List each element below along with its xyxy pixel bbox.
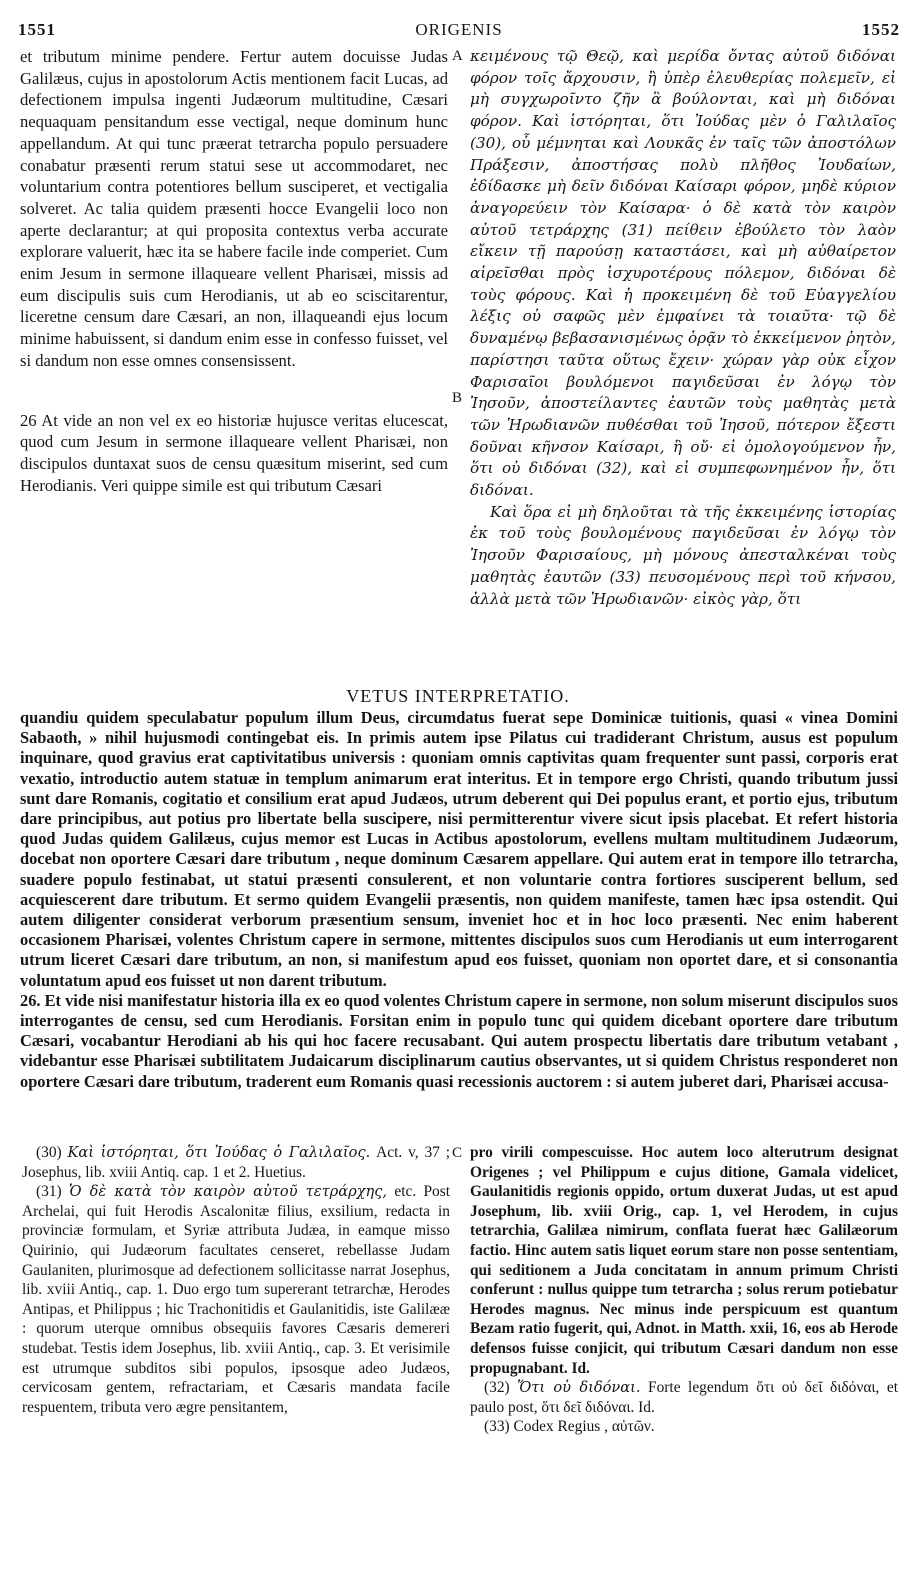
footnotes-right-column [470,1143,898,1563]
paragraph-gap [20,372,448,410]
footnote-31-greek: Ὁ δὲ κατὰ τὸν καιρὸν αὐτοῦ τετράρχης, [68,1183,388,1201]
footnote-32-number: (32) [484,1379,510,1397]
latin-paragraph-1: et tributum minime pendere. Fertur autem docuisse Judas Galilæus, cujus in apostolorum Actis mentionem facit Lucas, ad defectionem impulsa ingenti Judæorum multitudine, Cæsari nequaquam pensitandum esse vectigal, neque dominum hunc appellandum. At qui tunc præerat tetrarcha populo persuadere conabatur præsenti rerum statui sese ut accommodaret, nec voluntarium contra potentiores bellum susciperet, et vectigalia solveret. Ac talia quidem præsenti hocce Evangelii loco non aperte declarantur; at qui proposita contextus verba accurate explorare valuerit, hæc ita se habere facile inde comperiet. Cum enim Jesum in sermone illaqueare vellent Pharisæi, missis ad eum discipulis suis cum Herodianis, ut ab eo sciscitarentur, liceretne censum dare Cæsari, an non, illaqueandi ejus locum minime habuissent, si dandum enim esse in confesso fuisset, vel si dandum non esse omnes consensissent. [20,47,448,370]
footnote-31-number: (31) [36,1183,62,1201]
margin-letter-c: C [452,1145,463,1161]
vetus-interpretatio-text [20,708,898,1140]
footnote-30-greek: Καὶ ἱστόρηται, ὅτι Ἰούδας ὁ Γαλιλαῖος. [67,1144,371,1161]
vetus-paragraph-2: 26. Et vide nisi manifestatur historia illa ex eo quod volentes Christum capere in sermone, non solum miserunt discipulos suos interrogantes de censu, sed cum Herodianis. Forsitan enim in populo tunc qui quidem dicebant oportere dare tributum Cæsari, vocabantur Herodiani ab his qui hoc facere recusabant. Qui autem prospectu libertatis dare tributum vetabant , videbantur esse Pharisæi subtilitatem Judaicarum disciplinarum cautius observantes, ut si quidem Christus responderet non oportere Cæsari dare tributum, traderent eum Romanis quasi recessionis auctorem : si autem juberet dari, Pharisæi accusa- [20,990,898,1091]
footnote-30-text: Act. v, 37 ; Josephus, lib. xviii Antiq. cap. 1 et 2. Huetius. [22,1144,450,1181]
footnote-31-text: etc. Post Archelai, qui fuit Herodis Ascalonitæ filius, exsilium, redacta in provinciæ formulam, et Syriæ attributa Judæa, in eamque misso Quirinio, qui Judæorum facultates censeret, rebellasse Judam Gaulaniten, plurimosque ad defectionem sollicitasse narrat Josephus, lib. xviii Antiq., cap. 1. Duo ergo tum supererant tetrarchæ, Herodes Antipas, et Philippus ; hic Trachonitidis et Gaulanitidis, iste Galilææ : quorum uterque omnibus obsequiis favores Cæsaris demereri studebat. Testis idem Josephus, lib. xviii Antiq., cap. 3. Et verisimile est utrumque subditos sibi populos, ipsosque adeo Judæos, cervicosam gentem, refractariam, et Cæsaris mandata facile respuentem, tributa vero ægre pensitantem, [22,1183,450,1416]
footnote-31 [22,1182,450,1417]
vetus-interpretatio-heading: VETUS INTERPRETATIO. [346,686,570,706]
footnote-31-continuation: pro virili compescuisse. Hoc autem loco alterutrum designat Origenes ; vel Philippum e cujus ditione, Gamala videlicet, Gaulanitidis regionis oppido, ortum duxerat Judas, ut est apud Josephum, lib. xviii Orig., cap. 1, vel Herodem, in cujus tetrarchia, Galilæa nimirum, conflata fuerat hæc Galilæorum factio. Hinc autem satis liquet eorum stare non posse sententiam, qui seditionem a Juda concitatam in annum primum Christi conferunt : nullus quippe tum tetrarcha ; solus rerum potiebatur Herodes magnus. Nec minus inde perspicuum est quantum Bezam ratio fugerit, qui, Adnot. in Matth. xxii, 16, eos ab Herode defensos fuisse conjicit, qui tributum Cæsari dandum non esse propugnabant. Id. [470,1144,898,1377]
latin-translation-column [20,46,448,684]
footnote-32-greek: Ὅτι οὐ διδόναι. [517,1379,641,1397]
greek-paragraph-2: Καὶ ὅρα εἰ μὴ δηλοῦται τὰ τῆς ἐκκειμένης ἱστορίας ἐκ τοῦ τοὺς βουλομένους παγιδεῦσαι ἐν λόγῳ τὸν Ἰησοῦν Φαρισαίους, μὴ μόνους ἀπεσταλκέναι τοὺς μαθητὰς ἑαυτῶν (33) πευσομένους περὶ τοῦ κήνσου, ἀλλὰ μετὰ τῶν Ἡρωδιανῶν· εἰκὸς γὰρ, ὅτι [470,502,896,608]
footnote-30-number: (30) [36,1144,62,1161]
latin-paragraph-2: 26 At vide an non vel ex eo historiæ hujusce veritas elucescat, quod cum Jesum in sermone illaqueare vellent Pharisæi, non discipulos duntaxat suos de censu quæsitum miserint, sed cum Herodianis. Veri quippe simile est qui tributum Cæsari [20,410,448,495]
footnote-33 [470,1417,898,1437]
right-page-number: 1552 [862,20,900,39]
page-header [18,20,900,46]
footnotes-left-column [22,1143,450,1563]
margin-letter-b: B [452,390,463,406]
left-page-number: 1551 [18,20,56,39]
footnote-32 [470,1378,898,1417]
footnote-32-text: Forte legendum ὅτι οὐ δεῖ διδόναι, et paulo post, ὅτι δεῖ διδόναι. Id. [470,1379,898,1416]
margin-letter-a: A [452,48,463,64]
running-title: ORIGENIS [415,20,503,39]
footnote-33-number: (33) [484,1418,510,1436]
footnote-30 [22,1143,450,1182]
greek-text-column [470,46,896,684]
vetus-paragraph-1: quandiu quidem speculabatur populum illum Deus, circumdatus fuerat sepe Dominicæ tuitionis, quasi « vinea Domini Sabaoth, » nihil hujusmodi contingebat eis. In primis autem ipse Pilatus cui tradiderant Christum, ausus est populum inquinare, quod gravius erat captivitatibus universis : quoniam omnis captivitas quam frequenter sunt passi, corporis erat vexatio, introductio autem statuæ in templum animarum erat interitus. Et in tempore ergo Christi, quando tributum jussi sunt dare Romanis, cogitatio et consilium erat apud Judæos, utrum deberent qui Dei populus erant, et portio ejus, tributum dare principibus, aut potius pro libertate bella suscipere, nisi permitterentur vivere sicut ipsis placebat. Et refert historia quod Judas quidem Galilæus, cujus memor est Lucas in Actibus apostolorum, evellens multam multitudinem Judæorum, docebat non oportere Cæsari dare tributum , neque dominum Cæsarem appellare. Qui autem erat in tempore illo tetrarcha, suadere populo festinabat, ut statui præsenti consulerent, et non voluntarie contra fortiores susciperent bellum, sed acquiescerent dare tributum. Et sermo quidem Evangelii præsentis, non quidem manifeste, tamen hæc ipsa ostendit. Qui autem diligenter considerat verborum præsentium sensum, inveniet hoc et in hoc loco præsenti. Nec enim haberent occasionem Pharisæi, volentes Christum capere in sermone, mittentes discipulos suos cum Herodianis ut eum interrogarent utrum liceret Cæsari dare tributum, an non, si manifestum apud eos fuisset, quoniam non oportet dare, et si consonantia voluntatum apud eos fuisset ut non darent tributum. [20,708,898,990]
greek-paragraph-1: κειμένους τῷ Θεῷ, καὶ μερίδα ὄντας αὐτοῦ διδόναι φόρον τοῖς ἄρχουσιν, ἢ ὑπὲρ ἐλευθερίας πολεμεῖν, εἰ μὴ συγχωροῖντο ζῆν ἃ βούλονται, καὶ μὴ διδόναι φόρον. Καὶ ἱστόρηται, ὅτι Ἰούδας μὲν ὁ Γαλιλαῖος (30), οὗ μέμνηται καὶ Λουκᾶς ἐν ταῖς τῶν ἀποστόλων Πράξεσιν, ἀποστήσας πολὺ πλῆθος Ἰουδαίων, ἐδίδασκε μὴ δεῖν διδόναι Καίσαρι φόρον, μηδὲ κύριον ἀναγορεύειν τὸν Καίσαρα· ὁ δὲ κατὰ τὸν καιρὸν αὐτοῦ τετράρχης (31) πείθειν ἐβούλετο τὸν λαὸν εἴκειν τῇ παρούσῃ καταστάσει, καὶ μὴ αὐθαίρετον αἱρεῖσθαι πρὸς ἰσχυροτέρους πόλεμον, διδόναι δὲ τοὺς φόρους. Καὶ ἡ προκειμένη δὲ τοῦ Εὐαγγελίου λέξις οὐ σαφῶς μὲν ἐμφαίνει τὰ τοιαῦτα· τῷ δὲ δυναμένῳ βεβασανισμένως ὁρᾷν τὸ ἐκκείμενον ῥητὸν, παρίστησι ταῦτα οὕτως ἔχειν· χώραν γὰρ οὐκ εἶχον Φαρισαῖοι βουλόμενοι παγιδεῦσαι ἐν λόγῳ τὸν Ἰησοῦν, ἀποστείλαντες ἑαυτῶν τοὺς μαθητὰς μετὰ τῶν Ἡρωδιανῶν πυθέσθαι τοῦ Ἰησοῦ, πότερον ἔξεστι δοῦναι κῆνσον Καίσαρι, ἢ οὔ· εἰ ὁμολογούμενον ἦν, ὅτι οὐ διδόναι (32), καὶ εἰ συμπεφωνημένον ἦν, ὅτι διδόναι. [470,47,896,500]
footnote-33-text: Codex Regius , αὐτῶν. [513,1418,655,1436]
